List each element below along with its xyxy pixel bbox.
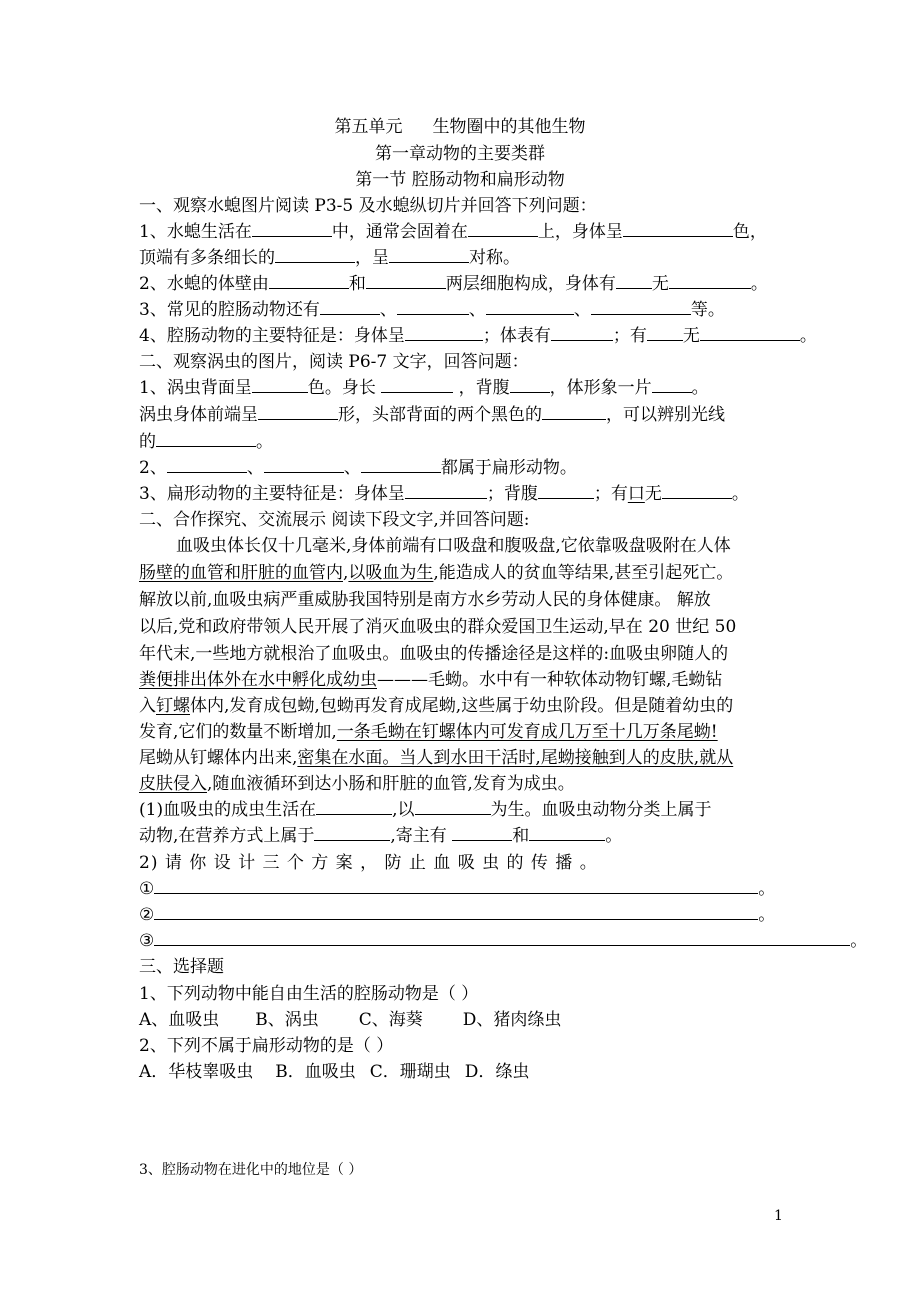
passage-line: 血吸虫体长仅十几毫米,身体前端有口吸盘和腹吸盘,它依靠吸盘吸附在人体 <box>176 536 731 556</box>
part3-heading: 二、合作探究、交流展示 阅读下段文字,并回答问题: <box>139 510 530 530</box>
blank[interactable] <box>154 904 758 920</box>
blank[interactable] <box>542 404 606 420</box>
option-c[interactable]: C．珊瑚虫 <box>369 1062 451 1082</box>
answer-line-3: ③ 。 <box>139 931 868 951</box>
mcq-1: 1、下列动物中能自由生活的腔肠动物是（ ） <box>139 984 479 1004</box>
blank[interactable] <box>591 299 691 315</box>
unit-title <box>0 115 920 139</box>
blank[interactable] <box>486 299 574 315</box>
passage-line: 年代末,一些地方就根治了血吸虫。血吸虫的传播途径是这样的:血吸虫卵随人的 <box>139 644 729 664</box>
chapter-title: 第一章动物的主要类群 <box>375 144 545 164</box>
blank[interactable] <box>156 431 256 447</box>
blank[interactable] <box>616 273 652 289</box>
part2-heading: 二、观察涡虫的图片，阅读 P6-7 文字，回答问题： <box>139 352 529 372</box>
passage-line: 粪便排出体外在水中孵化成幼虫———毛蚴。水中有一种软体动物钉螺,毛蚴钻 <box>139 670 723 690</box>
option-c[interactable]: C、海葵 <box>358 1010 423 1030</box>
underlined-answer: 口 <box>627 484 645 504</box>
blank[interactable] <box>320 299 380 315</box>
part3-q1b: 动物,在营养方式上属于 ,寄主有 和 。 <box>139 826 623 846</box>
page-number: 1 <box>774 1208 783 1224</box>
mcq-3: 3、腔肠动物在进化中的地位是（ ） <box>139 1162 363 1178</box>
unit-label: 第五单元 <box>334 117 403 137</box>
part4-heading: 三、选择题 <box>139 957 224 977</box>
blank[interactable] <box>381 377 453 393</box>
option-d[interactable]: D、猪肉绦虫 <box>462 1010 562 1030</box>
blank[interactable] <box>252 377 308 393</box>
blank[interactable] <box>652 377 692 393</box>
blank[interactable] <box>405 325 483 341</box>
part3-q1a: (1)血吸虫的成虫生活在 ,以 为生。血吸虫动物分类上属于 <box>139 800 712 820</box>
passage-line: 发育,它们的数量不断增加,一条毛蚴在钉螺体内可发育成几万至十几万条尾蚴! <box>139 722 718 742</box>
blank[interactable] <box>662 483 732 499</box>
blank[interactable] <box>538 483 594 499</box>
option-a[interactable]: A．华枝睾吸虫 <box>139 1062 254 1082</box>
passage-line: 入钉螺体内,发育成包蚴,包蚴再发育成尾蚴,这些属于幼虫阶段。但是随着幼虫的 <box>139 696 734 716</box>
part1-q1a: 1、水螅生活在 中，通常会固着在 上，身体呈 色， <box>139 222 767 242</box>
part1-q2: 2、水螅的体壁由 和 两层细胞构成，身体有 无 。 <box>139 274 768 294</box>
blank[interactable] <box>669 273 751 289</box>
passage-line: 尾蚴从钉螺体内出来,密集在水面。当人到水田干活时,尾蚴接触到人的皮肤,就从 <box>139 748 734 768</box>
blank[interactable] <box>361 457 441 473</box>
passage-line: 皮肤侵入,随血液循环到达小肠和肝脏的血管,发育为成虫。 <box>139 774 575 794</box>
blank[interactable] <box>510 377 550 393</box>
option-d[interactable]: D．绦虫 <box>464 1062 530 1082</box>
part3-q2: 2) 请 你 设 计 三 个 方 案 ， 防 止 血 吸 虫 的 传 播 。 <box>139 853 598 873</box>
blank[interactable] <box>468 221 538 237</box>
part1-q4: 4、腔肠动物的主要特征是：身体呈 ；体表有 ；有 无 。 <box>139 326 817 346</box>
blank[interactable] <box>275 247 355 263</box>
blank[interactable] <box>623 221 733 237</box>
part1-heading: 一、观察水螅图片阅读 P3-5 及水螅纵切片并回答下列问题： <box>139 196 597 216</box>
mcq-2-options <box>139 1060 529 1084</box>
answer-line-1: ① 。 <box>139 879 776 899</box>
option-a[interactable]: A、血吸虫 <box>139 1010 220 1030</box>
blank[interactable] <box>258 404 338 420</box>
blank[interactable] <box>154 878 758 894</box>
mcq-1-options <box>139 1008 561 1032</box>
blank[interactable] <box>405 483 487 499</box>
blank[interactable] <box>314 825 390 841</box>
blank[interactable] <box>452 825 512 841</box>
blank[interactable] <box>397 299 469 315</box>
blank[interactable] <box>167 457 247 473</box>
part2-q1a: 1、涡虫背面呈 色。身长 ，背腹 ，体形象一片 。 <box>139 378 709 398</box>
blank[interactable] <box>269 273 349 289</box>
blank[interactable] <box>647 325 683 341</box>
part2-q1c: 的 。 <box>139 432 273 452</box>
blank[interactable] <box>415 799 491 815</box>
part2-q2: 2、 、 、 都属于扁形动物。 <box>139 458 577 478</box>
part2-q3: 3、扁形动物的主要特征是：身体呈 ；背腹 ；有口无 。 <box>139 484 749 504</box>
blank[interactable] <box>252 221 332 237</box>
part2-q1b: 涡虫身体前端呈 形，头部背面的两个黑色的 ，可以辨别光线 <box>139 405 725 425</box>
answer-line-2: ② 。 <box>139 905 776 925</box>
blank[interactable] <box>154 930 850 946</box>
blank[interactable] <box>529 825 605 841</box>
blank[interactable] <box>264 457 344 473</box>
blank[interactable] <box>316 799 392 815</box>
unit-name: 生物圈中的其他生物 <box>432 117 586 137</box>
blank[interactable] <box>551 325 613 341</box>
blank[interactable] <box>366 273 446 289</box>
blank[interactable] <box>389 247 469 263</box>
option-b[interactable]: B、涡虫 <box>255 1010 319 1030</box>
passage-line: 解放以前,血吸虫病严重威胁我国特别是南方水乡劳动人民的身体健康。 解放 <box>139 590 711 610</box>
passage-line: 以后,党和政府带领人民开展了消灭血吸虫的群众爱国卫生运动,早在 20 世纪 50 <box>139 617 737 637</box>
mcq-2: 2、下列不属于扁形动物的是（ ） <box>139 1036 394 1056</box>
passage-line: 肠壁的血管和肝脏的血管内,以吸血为生,能造成人的贫血等结果,甚至引起死亡。 <box>139 563 734 583</box>
section-title: 第一节 腔肠动物和扁形动物 <box>355 170 565 190</box>
part1-q3: 3、常见的腔肠动物还有 、 、 、 等。 <box>139 300 725 320</box>
blank[interactable] <box>700 325 800 341</box>
option-b[interactable]: B．血吸虫 <box>275 1062 356 1082</box>
part1-q1b: 顶端有多条细长的 ，呈 对称。 <box>139 248 520 268</box>
